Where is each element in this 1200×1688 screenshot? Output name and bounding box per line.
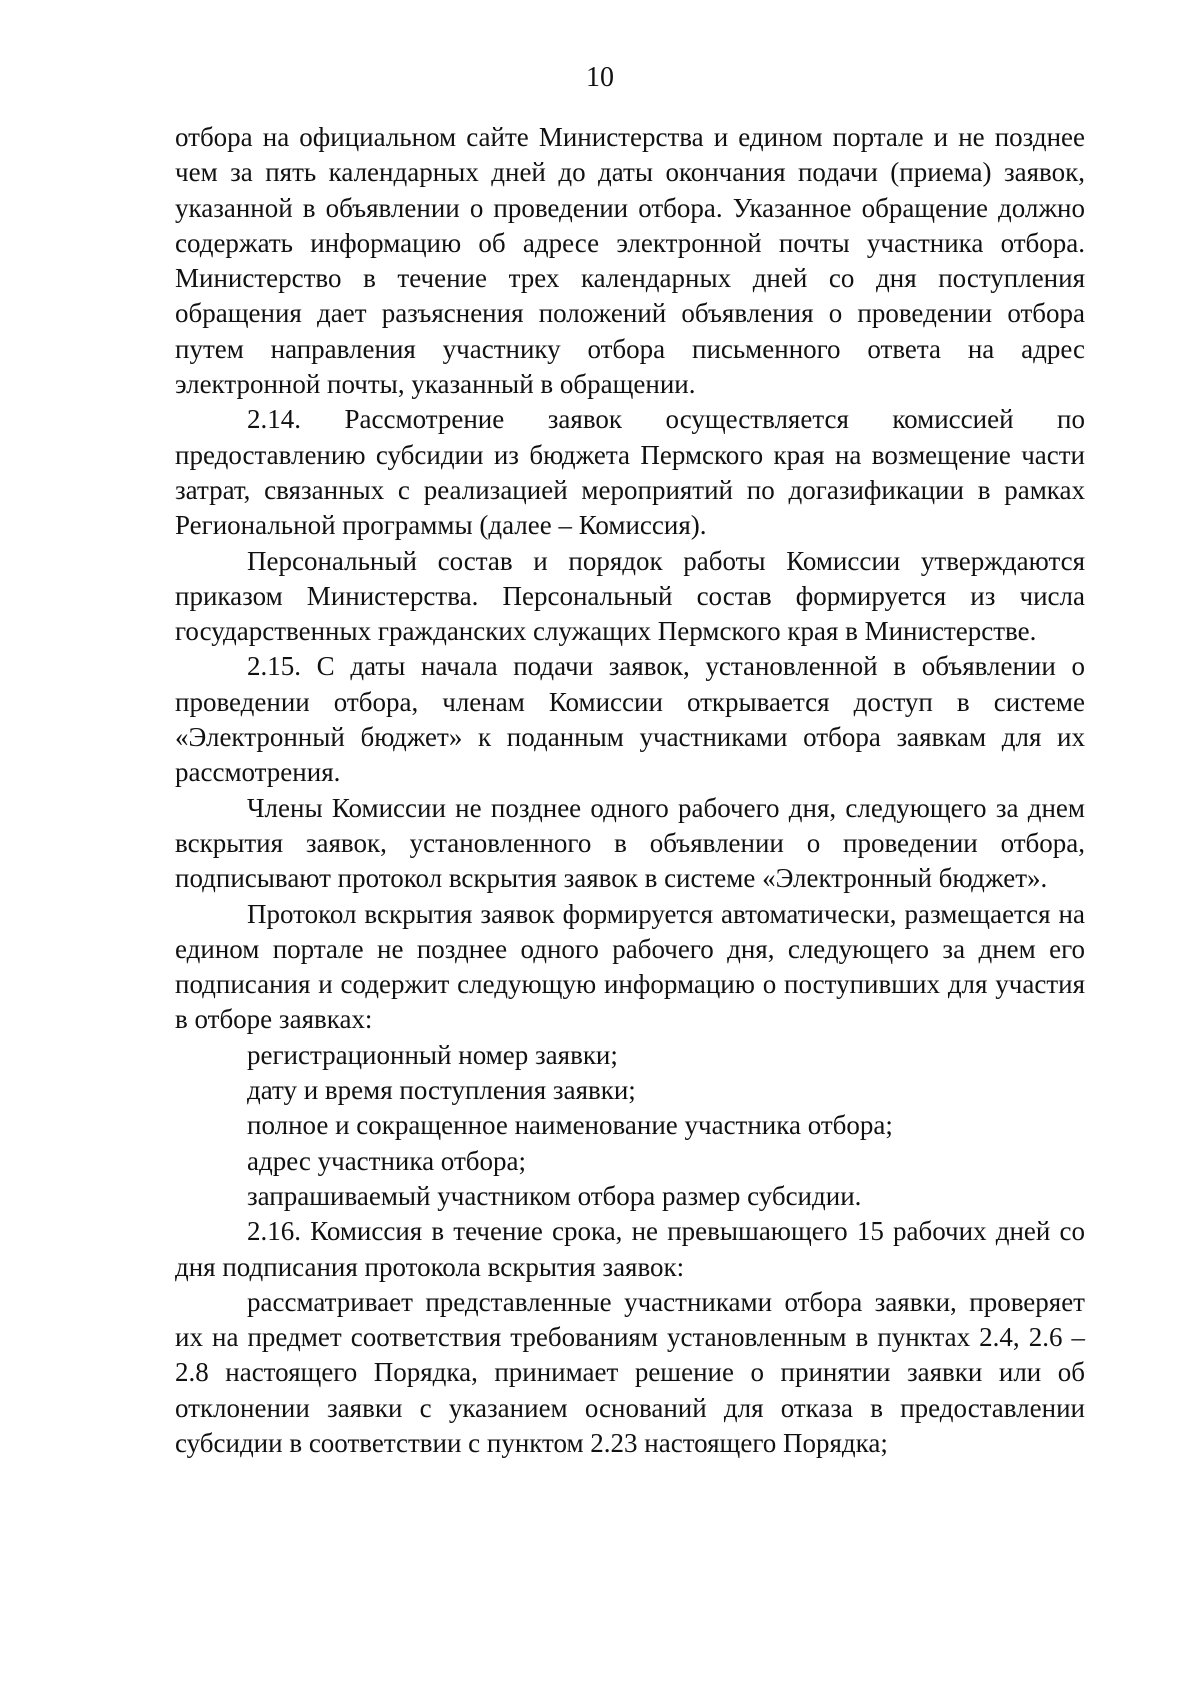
paragraph-commission-members: Члены Комиссии не позднее одного рабочего дня, следующего за днем вскрытия заявок, установленного в объявлении о проведении отбора, подписывают протокол вскрытия заявок в системе «Электронный бюджет». xyxy=(175,792,1085,894)
paragraph-opening-protocol: Протокол вскрытия заявок формируется автоматически, размещается на едином портале не позднее одного рабочего дня, следующего за днем его подписания и содержит следующую информацию о поступивших для участия в отборе заявках: xyxy=(175,898,1085,1035)
paragraph-2-15: 2.15. С даты начала подачи заявок, установленной в объявлении о проведении отбора, членам Комиссии открывается доступ в системе «Электронный бюджет» к поданным участниками отбора заявкам для их рассмотрения. xyxy=(175,651,1085,788)
list-item: дату и время поступления заявки; xyxy=(247,1075,636,1106)
paragraph-continuation: отбора на официальном сайте Министерства и едином портале и не позднее чем за пять календарных дней до даты окончания подачи (приема) заявок, указанной в объявлении о проведении отбора. Указанное обращение должно содержать информацию об адресе электронной почты участника отбора. Министерство в течение трех календарных дней со дня поступления обращения дает разъяснения положений объявления о проведении отбора путем направления участнику отбора письменного ответа на адрес электронной почты, указанный в обращении. xyxy=(175,122,1085,400)
list-item: регистрационный номер заявки; xyxy=(247,1039,618,1070)
paragraph-2-16: 2.16. Комиссия в течение срока, не превышающего 15 рабочих дней со дня подписания протокола вскрытия заявок: xyxy=(175,1216,1085,1282)
list-item: запрашиваемый участником отбора размер субсидии. xyxy=(247,1180,862,1211)
list-item: адрес участника отбора; xyxy=(247,1145,526,1176)
paragraph-commission-composition: Персональный состав и порядок работы Комиссии утверждаются приказом Министерства. Персональный состав формируется из числа государственных гражданских служащих Пермского края в Министерстве. xyxy=(175,545,1085,647)
page-number: 10 xyxy=(586,62,614,93)
list-item: полное и сокращенное наименование участника отбора; xyxy=(247,1110,893,1141)
paragraph-review-applications: рассматривает представленные участниками отбора заявки, проверяет их на предмет соответствия требованиям установленным в пунктах 2.4, 2.6 – 2.8 настоящего Порядка, принимает решение о принятии заявки или об отклонении заявки с указанием оснований для отказа в предоставлении субсидии в соответствии с пунктом 2.23 настоящего Порядка; xyxy=(175,1286,1085,1458)
document-body xyxy=(175,120,1085,1461)
paragraph-2-14: 2.14. Рассмотрение заявок осуществляется комиссией по предоставлению субсидии из бюджета Пермского края на возмещение части затрат, связанных с реализацией мероприятий по догазификации в рамках Региональной программы (далее – Комиссия). xyxy=(175,404,1085,541)
